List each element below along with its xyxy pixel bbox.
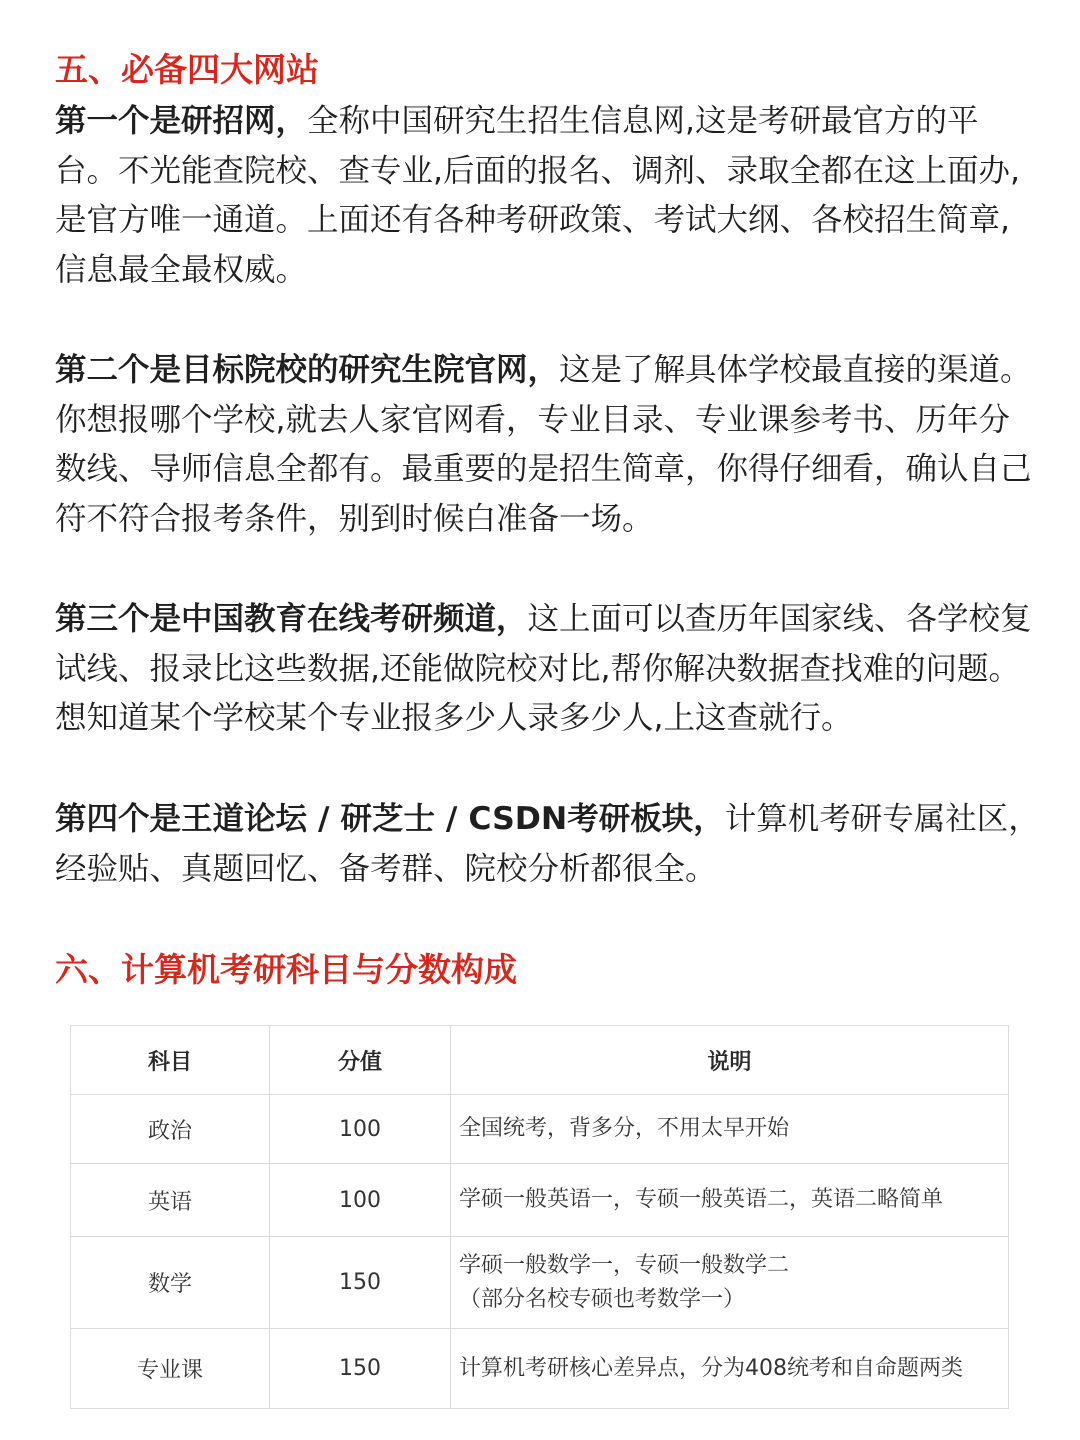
website-2-body: 这是了解具体学校最直接的渠道。你想报哪个学校,就去人家官网看，专业目录、专业课参考书、历年分数线、导师信息全都有。最重要的是招生简章，你得仔细看，确认自己符不符合报考条件，别到时候白准备一场。 (55, 352, 1032, 537)
row-score: 150 (270, 1237, 451, 1329)
website-paragraph-2 (55, 346, 1040, 544)
row-note-line1: 学硕一般英语一，专硕一般英语二，英语二略简单 (459, 1187, 944, 1212)
row-note (451, 1237, 1009, 1329)
row-subject: 专业课 (71, 1329, 270, 1409)
table-header-row (71, 1026, 1009, 1095)
row-score: 150 (270, 1329, 451, 1409)
row-subject: 政治 (71, 1095, 270, 1164)
section-six-heading: 六、计算机考研科目与分数构成 (55, 950, 517, 989)
website-paragraph-1 (55, 97, 1040, 295)
table-row (71, 1237, 1009, 1329)
website-paragraph-3 (55, 595, 1040, 744)
row-note (451, 1164, 1009, 1237)
website-1-lead: 第一个是研招网， (55, 103, 308, 139)
row-subject: 数学 (71, 1237, 270, 1329)
header-subject: 科目 (71, 1026, 270, 1095)
row-note (451, 1329, 1009, 1409)
website-paragraph-4 (55, 795, 1040, 894)
row-note-line1: 计算机考研核心差异点，分为408统考和自命题两类 (459, 1355, 963, 1381)
header-note: 说明 (451, 1026, 1009, 1095)
website-4-lead: 第四个是王道论坛 / 研芝士 / CSDN考研板块， (55, 801, 725, 837)
row-note (451, 1095, 1009, 1164)
website-4-body: 计算机考研专属社区，经验贴、真题回忆、备考群、院校分析都很全。 (55, 801, 1040, 887)
website-3-body: 这上面可以查历年国家线、各学校复试线、报录比这些数据,还能做院校对比,帮你解决数据查找难的问题。想知道某个学校某个专业报多少人录多少人,上这查就行。 (55, 601, 1032, 736)
table-row (71, 1164, 1009, 1237)
row-note-line2: （部分名校专硕也考数学一） (459, 1286, 746, 1312)
website-3-lead: 第三个是中国教育在线考研频道， (55, 601, 528, 637)
row-note-line1: 学硕一般数学一，专硕一般数学二 (459, 1252, 790, 1278)
website-1-body: 全称中国研究生招生信息网,这是考研最官方的平台。不光能查院校、查专业,后面的报名、调剂、录取全都在这上面办,是官方唯一通道。上面还有各种考研政策、考试大纲、各校招生简章,信息最全最权威。 (55, 103, 1021, 288)
table-row (71, 1329, 1009, 1409)
header-score: 分值 (270, 1026, 451, 1095)
website-2-lead: 第二个是目标院校的研究生院官网， (55, 352, 560, 388)
table-row (71, 1095, 1009, 1164)
row-score: 100 (270, 1164, 451, 1237)
row-note-line1: 全国统考，背多分，不用太早开始 (459, 1116, 790, 1141)
subject-score-table (70, 1025, 1009, 1409)
row-score: 100 (270, 1095, 451, 1164)
section-five-heading: 五、必备四大网站 (55, 50, 319, 89)
row-subject: 英语 (71, 1164, 270, 1237)
